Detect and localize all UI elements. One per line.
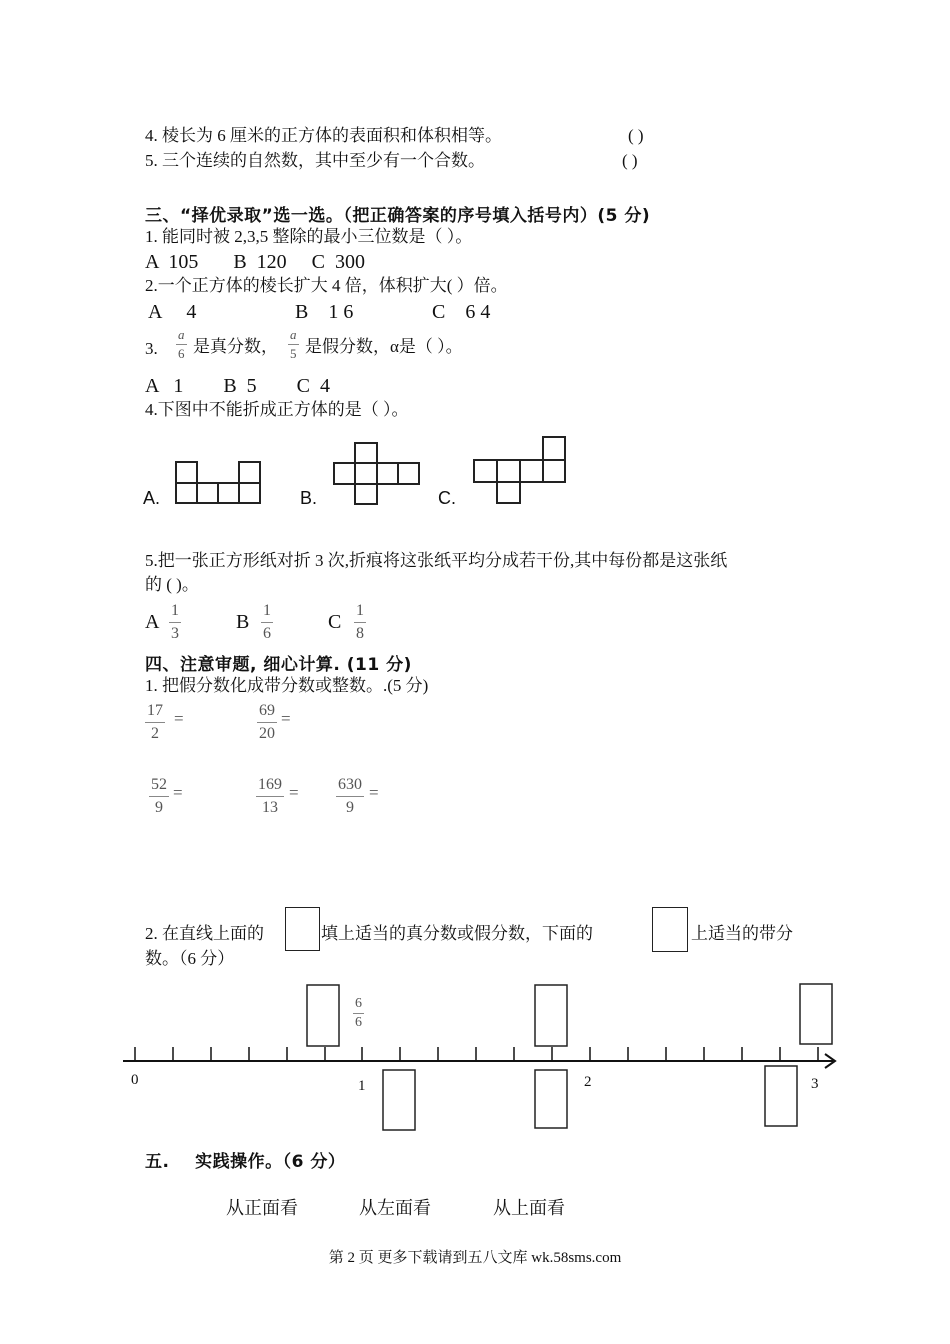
cube-net-b [330,440,425,508]
number-line [115,975,850,1140]
s3-question-1: 1. 能同时被 2,3,5 整除的最小三位数是（ ）。 [145,227,473,246]
given-fraction-six-sixths: 6 6 [355,996,362,1030]
s3-question-2: 2.一个正方体的棱长扩大 4 倍，体积扩大( ）倍。 [145,276,508,295]
s3-question-3-number: 3. [145,339,158,358]
fraction-a-over-5: a 5 [290,327,297,361]
improper-fraction: 17 2 [147,702,163,742]
fraction-one-sixth: 1 6 [263,602,271,642]
tf-answer-paren-5: ( ) [622,151,638,170]
fraction-a-over-6: a 6 [178,327,185,361]
equals-sign: = [281,709,291,728]
section-4-title: 四、注意审题, 细心计算. (11 分) [145,655,412,675]
s3-q5-option-c-letter: C [328,611,342,633]
s4-question-2-part-1: 2. 在直线上面的 [145,924,264,943]
s3-question-3-text-1: 是真分数， [193,337,278,356]
equals-sign: = [369,783,379,802]
fraction-one-third: 1 3 [171,602,179,642]
number-line-label-3: 3 [811,1076,819,1092]
fraction-one-eighth: 1 8 [356,602,364,642]
net-label-c: C. [438,488,456,508]
answer-box-sample [652,907,688,952]
tf-question-5: 5. 三个连续的自然数，其中至少有一个合数。 [145,151,485,170]
s3-question-2-option-c: C 6 4 [432,301,491,323]
number-line-label-0: 0 [131,1072,139,1088]
s3-question-5-line-2: 的 ( )。 [145,575,199,594]
s4-question-2-part-2: 填上适当的真分数或假分数，下面的 [321,924,593,943]
s3-question-2-option-a: A 4 [148,301,197,323]
s3-question-2-option-b: B 1 6 [295,301,354,323]
s3-q5-option-a-letter: A [145,611,160,633]
cube-net-c [470,433,570,508]
equals-sign: = [174,709,184,728]
page-footer: 第 2 页 更多下载请到五八文库 wk.58sms.com [328,1250,622,1266]
s4-question-1: 1. 把假分数化成带分数或整数。.(5 分) [145,676,429,695]
section-5-title: 五. 实践操作。（6 分） [145,1152,346,1172]
number-line-label-2: 2 [584,1074,592,1090]
s3-question-3-options: A 1 B 5 C 4 [145,375,331,397]
s3-question-5-line-1: 5.把一张正方形纸对折 3 次,折痕将这张纸平均分成若干份,其中每份都是这张纸 [145,551,728,570]
improper-fraction: 52 9 [151,776,167,816]
view-top-label: 从上面看 [493,1198,565,1218]
cube-net-a [170,455,270,510]
s3-question-4: 4.下图中不能折成正方体的是（ ）。 [145,400,409,419]
net-label-b: B. [300,488,318,508]
s3-question-1-options: A 105 B 120 C 300 [145,251,366,273]
view-front-label: 从正面看 [226,1198,298,1218]
tf-question-4: 4. 棱长为 6 厘米的正方体的表面积和体积相等。 [145,126,502,145]
answer-box-sample [285,907,320,951]
s4-question-2-part-3: 上适当的带分 [691,924,793,943]
improper-fraction: 69 20 [259,702,275,742]
equals-sign: = [289,783,299,802]
tf-answer-paren-4: ( ) [628,126,644,145]
improper-fraction: 169 13 [258,776,282,816]
net-label-a: A. [143,488,161,508]
view-left-label: 从左面看 [359,1198,431,1218]
section-3-title: 三、“择优录取”选一选。（把正确答案的序号填入括号内）(5 分) [145,206,651,226]
number-line-label-1: 1 [358,1078,366,1094]
s3-q5-option-b-letter: B [236,611,250,633]
improper-fraction: 630 9 [338,776,362,816]
equals-sign: = [173,783,183,802]
s3-question-3-text-2: 是假分数，α是（ ）。 [305,337,463,356]
s4-question-2-line-2: 数。（6 分） [145,949,235,968]
